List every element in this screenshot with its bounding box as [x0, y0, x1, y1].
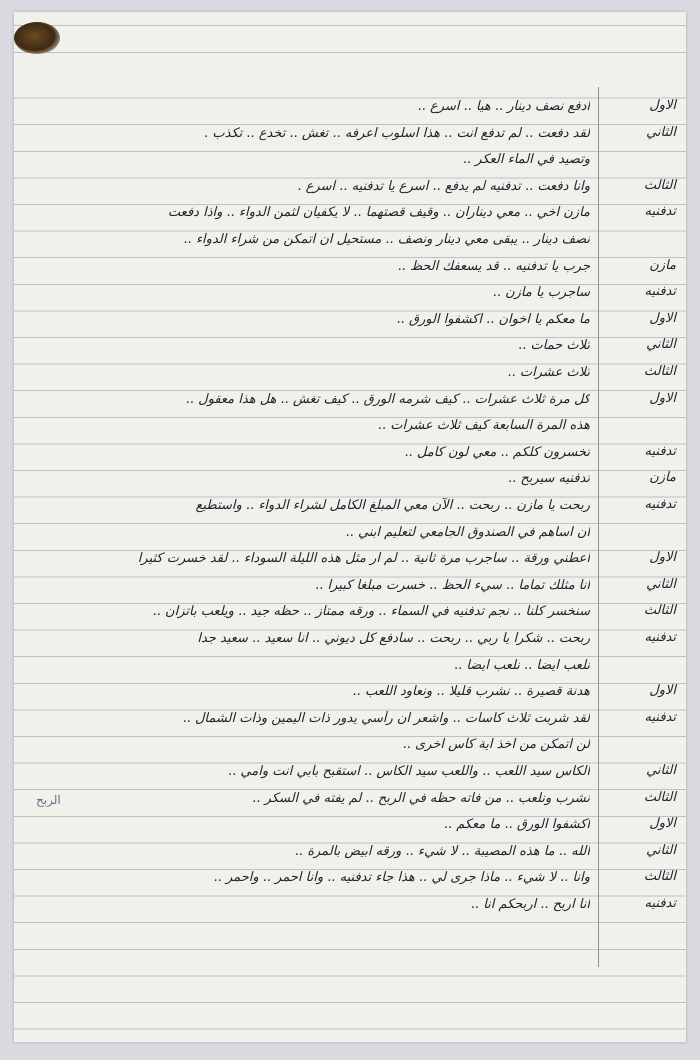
- dialogue-line: [14, 681, 686, 707]
- dialogue-line: [14, 389, 686, 415]
- line-text: انا مثلك تماما .. سيء الحظ .. خسرت مبلغا كبيرا ..: [315, 577, 590, 593]
- line-text: ساجرب يا مازن ..: [492, 285, 590, 301]
- speaker-name: الثالث: [643, 789, 676, 805]
- speaker-name: تدفنيه: [644, 896, 676, 911]
- line-text: هذه المرة السابعة كيف ثلاث عشرات ..: [377, 418, 590, 434]
- dialogue-line: [14, 176, 686, 202]
- line-text: هدنة قصيرة .. نشرب قليلا .. ونعاود اللعب ..: [352, 684, 590, 700]
- dialogue-line: [14, 495, 686, 521]
- dialogue-line: [14, 282, 686, 308]
- line-text: نشرب ونلعب .. من فاته حظه في الربح .. لم يفته في السكر ..: [252, 790, 590, 806]
- line-text: انا اربح .. اربحكم انا ..: [470, 897, 590, 912]
- speaker-name: تدفنيه: [644, 630, 676, 645]
- speaker-name: الثاني: [646, 576, 676, 592]
- line-text: مازن اخي .. معي ديناران .. وقيف قصتهما .. لا يكفيان لثمن الدواء .. واذا دفعت: [167, 205, 590, 221]
- line-text: تدفنيه سيربح ..: [508, 471, 590, 487]
- line-text: ثلاث عشرات ..: [507, 365, 590, 380]
- dialogue-line: [14, 761, 686, 787]
- speaker-name: الاول: [649, 310, 676, 326]
- dialogue-line: [14, 96, 686, 122]
- speaker-name: الثالث: [643, 603, 676, 619]
- dialogue-line: [14, 628, 686, 654]
- line-text: وانا دفعت .. تدفنيه لم يدفع .. اسرع يا تدفنيه .. اسرع .: [297, 178, 590, 194]
- line-text: ربحت .. شكرا يا ربي .. ربحت .. سادفع كل ديوني .. انا سعيد .. سعيد جدا: [197, 631, 590, 646]
- speaker-name: الثاني: [646, 124, 676, 140]
- speaker-name: الثالث: [643, 869, 676, 885]
- line-text: جرب يا تدفنيه .. قد يسعفك الحظ ..: [397, 258, 590, 274]
- line-text: لن اتمكن من اخذ اية كأس اخرى ..: [402, 737, 590, 753]
- dialogue-line: [14, 601, 686, 627]
- dialogue-line: [14, 708, 686, 734]
- dialogue-line: [14, 655, 686, 681]
- speaker-name: تدفنيه: [644, 497, 676, 512]
- line-text: اكشفوا الورق .. ما معكم ..: [443, 817, 590, 833]
- line-text: ادفع نصف دينار .. هيا .. اسرع ..: [417, 99, 590, 114]
- speaker-name: تدفنيه: [644, 443, 676, 459]
- speaker-name: الاول: [649, 98, 676, 113]
- speaker-name: مازن: [649, 257, 676, 273]
- line-text: ان اساهم في الصندوق الجامعي لتعليم ابني ..: [345, 524, 590, 540]
- line-text: كل مرة ثلاث عشرات .. كيف شرمه الورق .. كيف تغش .. هل هذا معقول ..: [185, 391, 590, 407]
- dialogue-line: [14, 468, 686, 494]
- speaker-name: مازن: [649, 470, 676, 486]
- rusty-binding-hole: [14, 22, 60, 54]
- manuscript-page: [14, 12, 686, 1042]
- dialogue-line: [14, 894, 686, 920]
- line-text: الله .. ما هذه المصيبة .. لا شيء .. ورقه ابيض بالمرة ..: [294, 843, 590, 859]
- line-text: الكاس سيد اللعب .. واللعب سيد الكاس .. استقبح بأبي انت وامي ..: [228, 764, 590, 779]
- dialogue-line: [14, 123, 686, 149]
- speaker-name: تدفنيه: [644, 284, 676, 300]
- speaker-name: الثاني: [646, 842, 676, 858]
- dialogue-line: [14, 229, 686, 255]
- dialogue-line: [14, 415, 686, 441]
- line-text: تخسرون كلكم .. معي لون كامل ..: [404, 444, 590, 460]
- line-text: اعطني ورقة .. ساجرب مرة ثانية .. لم ار مثل هذه الليلة السوداء .. لقد خسرت كثيرا: [137, 551, 590, 567]
- speaker-name: الثالث: [643, 364, 676, 379]
- dialogue-line: [14, 841, 686, 867]
- dialogue-line: [14, 362, 686, 388]
- dialogue-line: [14, 442, 686, 468]
- dialogue-line: [14, 309, 686, 335]
- dialogue-line: [14, 548, 686, 574]
- speaker-name: الاول: [649, 816, 676, 832]
- line-text: وانا .. لا شيء .. ماذا جرى لي .. هذا جاء تدفنيه .. وانا احمر .. واحمر ..: [213, 870, 590, 886]
- line-text: ما معكم يا اخوان .. اكشفوا الورق ..: [396, 311, 590, 327]
- speaker-name: تدفنيه: [644, 204, 676, 220]
- speaker-name: الاول: [649, 390, 676, 406]
- dialogue-line: [14, 149, 686, 175]
- dialogue-line: [14, 202, 686, 228]
- dialogue-line: [14, 522, 686, 548]
- speaker-name: الثاني: [646, 763, 676, 778]
- line-text: ربحت يا مازن .. ربحت .. الآن معي المبلغ الكامل لشراء الدواء .. واستطيع: [195, 498, 590, 513]
- line-text: لقد دفعت .. لم تدفع انت .. هذا اسلوب اعرفه .. تغش .. تخدع .. تكذب .: [204, 125, 590, 141]
- speaker-name: الثاني: [646, 337, 676, 353]
- line-text: وتصيد في الماء العكر ..: [462, 152, 590, 168]
- dialogue-line: [14, 814, 686, 840]
- dialogue-line: [14, 867, 686, 893]
- speaker-name: تدفنيه: [644, 709, 676, 725]
- line-text: سنخسر كلنا .. نجم تدفنيه في السماء .. ورقه ممتاز .. حظه جيد .. ويلعب باتزان ..: [152, 604, 590, 620]
- line-text: نصف دينار .. يبقى معي دينار ونصف .. مستحيل ان اتمكن من شراء الدواء ..: [183, 232, 590, 247]
- line-text: لقد شربت ثلاث كاسات .. واشعر ان رأسي يدور ذات اليمين وذات الشمال ..: [182, 710, 590, 726]
- pencil-annotation: الربح: [36, 792, 61, 807]
- dialogue-line: [14, 575, 686, 601]
- speaker-name: الثالث: [643, 177, 676, 193]
- dialogue-line: [14, 335, 686, 361]
- dialogue-line: [14, 788, 686, 814]
- speaker-name: الاول: [649, 683, 676, 699]
- speaker-name: الاول: [649, 550, 676, 566]
- line-text: نلعب ايضا .. نلعب ايضا ..: [453, 657, 590, 673]
- line-text: ثلاث حمات ..: [518, 338, 590, 354]
- dialogue-line: [14, 734, 686, 760]
- dialogue-line: [14, 256, 686, 282]
